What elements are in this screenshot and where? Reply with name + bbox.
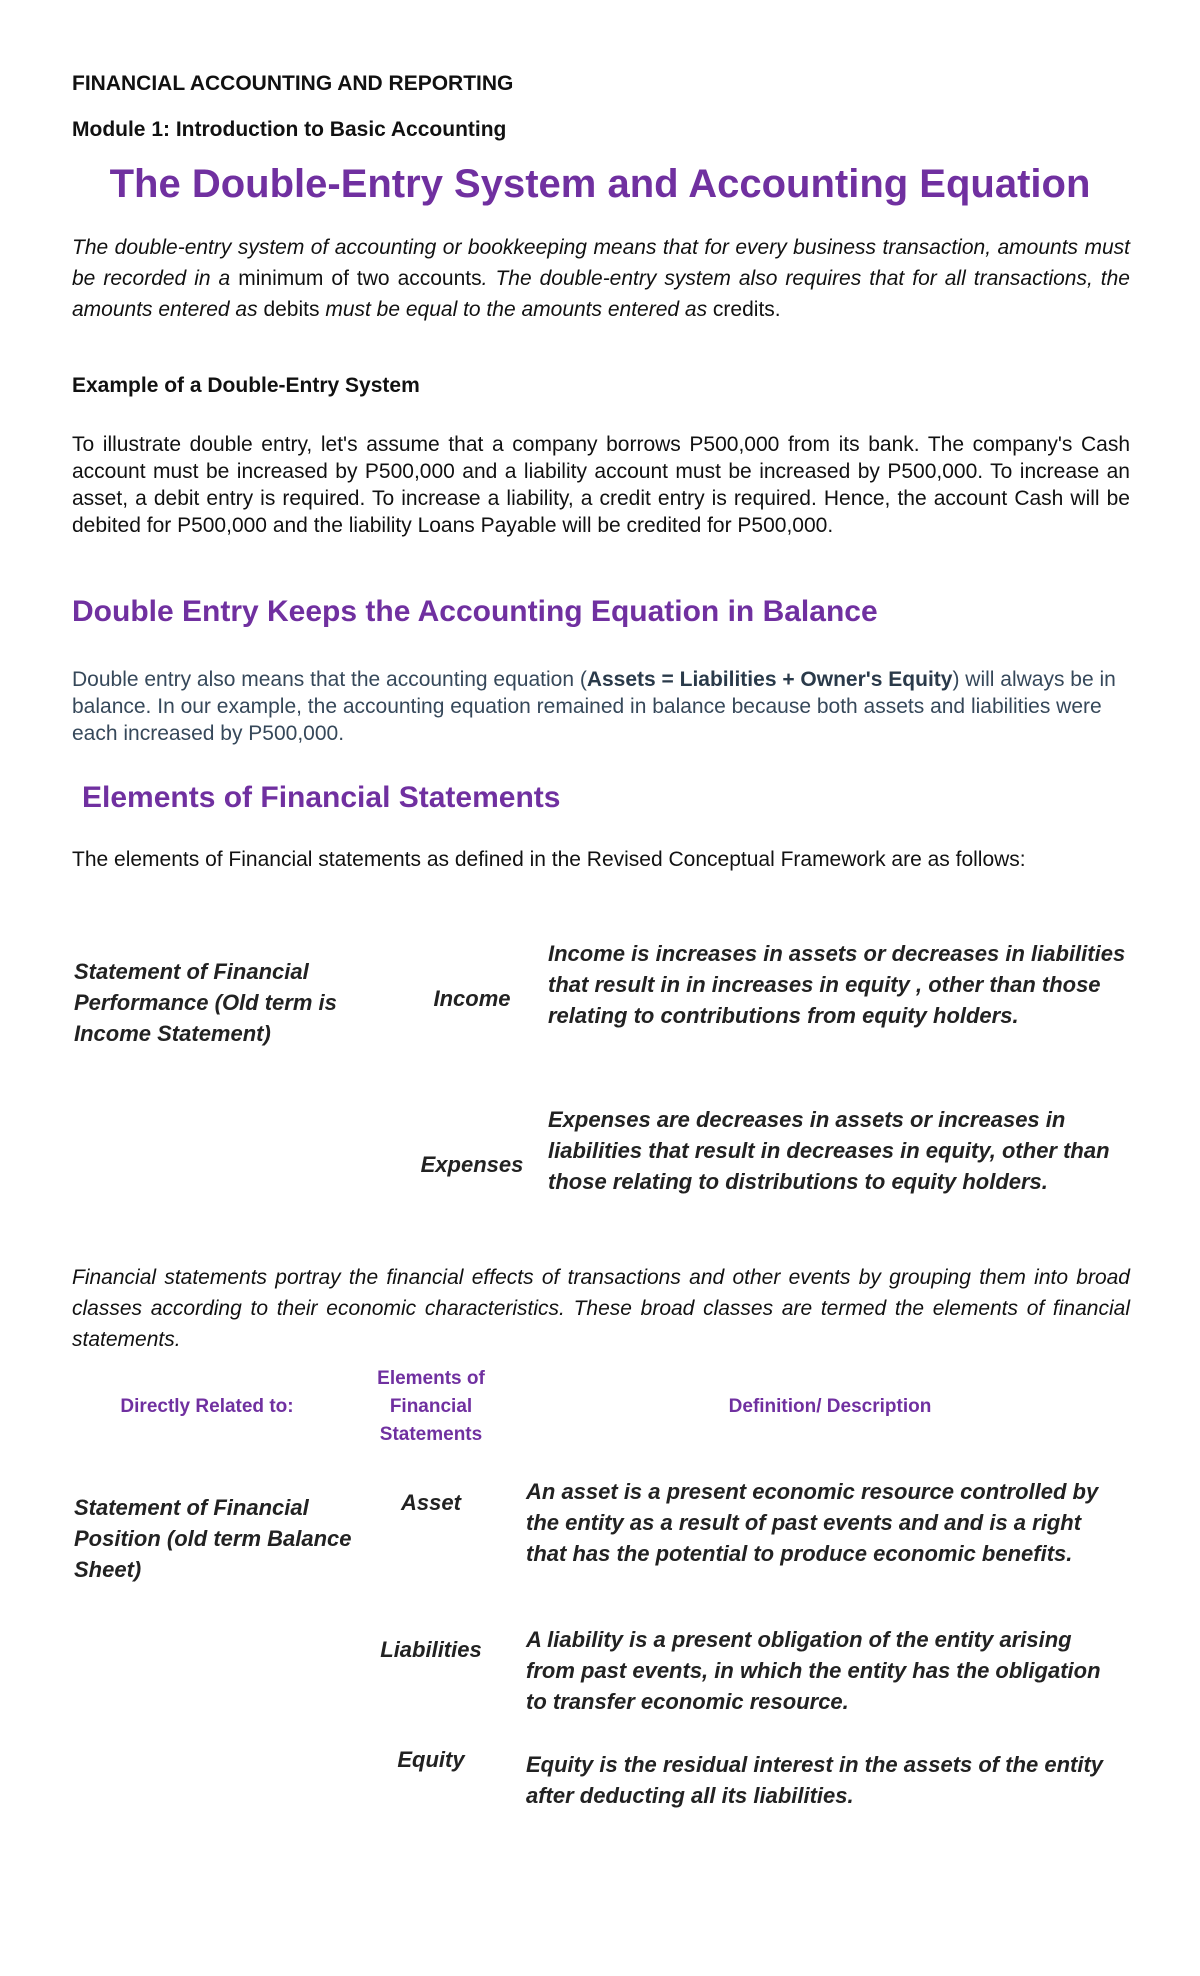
example-paragraph: To illustrate double entry, let's assume that a company borrows P500,000 from its bank. The company's Cash account must be increased by P500,000 and a liability account must be increased by P500,000. To increase an asset, a debit entry is required. To increase a liability, a credit entry is required. Hence, the account Cash will be debited for P500,000 and the liability Loans Payable will be credited for P500,000. bbox=[72, 433, 1130, 537]
elements-intro: The elements of Financial statements as defined in the Revised Conceptual Framework are as follows: bbox=[72, 848, 1026, 871]
intro-text-6: credits bbox=[712, 298, 775, 321]
balance-heading: Double Entry Keeps the Accounting Equation in Balance bbox=[72, 595, 878, 628]
asset-definition: An asset is a present economic resource controlled by the entity as a result of past events and and is a right that has the potential to produce economic benefits. bbox=[526, 1479, 1099, 1566]
intro-paragraph bbox=[72, 232, 1130, 325]
income-definition: Income is increases in assets or decreases in liabilities that result in in increases in equity , other than those relating to contributions from equity holders. bbox=[548, 941, 1126, 1028]
asset-term: Asset bbox=[401, 1490, 461, 1515]
intro-text-1: The double-entry system of accounting or bookkeeping means that for every business transaction, amounts must be recorded in a bbox=[72, 236, 1130, 290]
intro-text-2: minimum of two accounts bbox=[238, 267, 482, 290]
income-term: Income bbox=[433, 986, 511, 1011]
equity-term: Equity bbox=[397, 1747, 465, 1772]
balance-text-1: Double entry also means that the accounting equation ( bbox=[72, 668, 587, 691]
column-header-elements: Elements of Financial Statements bbox=[377, 1368, 485, 1445]
module-title: Module 1: Introduction to Basic Accounting bbox=[72, 118, 507, 141]
page-title: The Double-Entry System and Accounting Equation bbox=[109, 162, 1091, 206]
example-heading: Example of a Double-Entry System bbox=[72, 374, 420, 397]
equity-definition: Equity is the residual interest in the assets of the entity after deducting all its liabilities. bbox=[526, 1752, 1104, 1808]
position-statement-label: Statement of Financial Position (old term Balance Sheet) bbox=[74, 1495, 352, 1582]
course-title: FINANCIAL ACCOUNTING AND REPORTING bbox=[72, 72, 514, 95]
expenses-definition: Expenses are decreases in assets or increases in liabilities that result in decreases in equity, other than those relating to distributions to equity holders. bbox=[548, 1107, 1110, 1194]
liabilities-term: Liabilities bbox=[380, 1637, 482, 1662]
intro-text-4: debits bbox=[263, 298, 320, 321]
elements-heading: Elements of Financial Statements bbox=[82, 781, 561, 814]
intro-text-3: . The double-entry system also requires that for all transactions, the amounts entered as bbox=[72, 267, 1130, 321]
balance-text-2: ) will always be in balance. In our example, the accounting equation remained in balance because both assets and liabilities were each increased by P500,000. bbox=[72, 668, 1116, 745]
expenses-term: Expenses bbox=[420, 1152, 524, 1177]
column-header-definition: Definition/ Description bbox=[728, 1396, 932, 1417]
balance-paragraph bbox=[72, 666, 1130, 747]
intro-text-7: . bbox=[774, 298, 781, 321]
performance-statement-label: Statement of Financial Performance (Old term is Income Statement) bbox=[74, 959, 337, 1046]
liabilities-definition: A liability is a present obligation of the entity arising from past events, in which the entity has the obligation to transfer economic resource. bbox=[526, 1627, 1101, 1714]
accounting-equation: Assets = Liabilities + Owner's Equity bbox=[586, 668, 953, 691]
intro-text-5: must be equal to the amounts entered as bbox=[319, 298, 713, 321]
elements-summary: Financial statements portray the financial effects of transactions and other events by grouping them into broad classes according to their economic characteristics. These broad classes are termed the elements of financial statements. bbox=[72, 1266, 1130, 1351]
column-header-related: Directly Related to: bbox=[120, 1396, 294, 1417]
